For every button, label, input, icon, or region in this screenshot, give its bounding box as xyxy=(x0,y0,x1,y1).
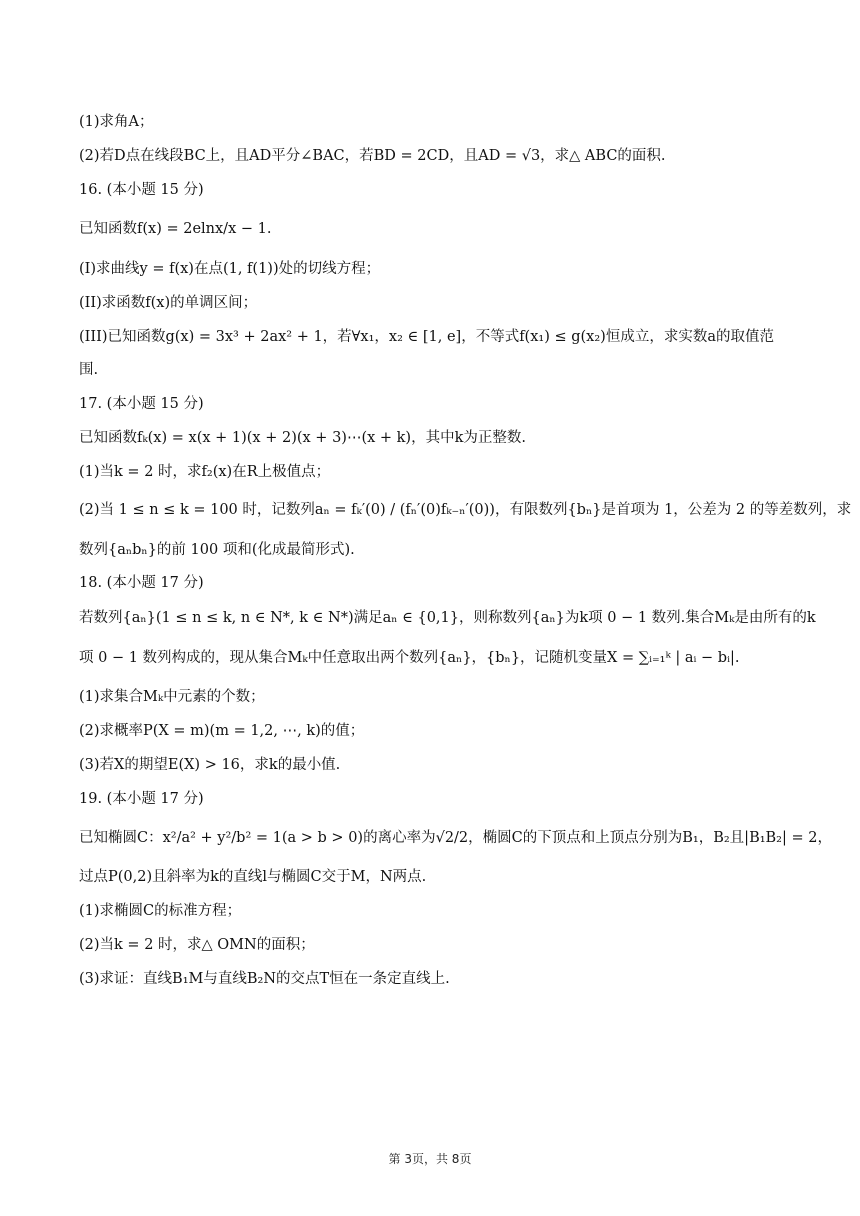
text-line: (3)若X的期望E(X) > 16，求k的最小值. xyxy=(79,757,341,773)
text-line: (2)求概率P(X = m)(m = 1,2, ⋯, k)的值； xyxy=(79,723,365,739)
page-footer: 第 3页，共 8页 xyxy=(388,1152,472,1166)
text-line: (III)已知函数g(x) = 3x³ + 2ax² + 1，若∀x₁，x₂ ∈ [1, e]，不等式f(x₁) ≤ g(x₂)恒成立，求实数a的取值范 xyxy=(79,329,774,345)
problem-heading: 16. (本小题 15 分) xyxy=(79,182,204,198)
text-line: 围. xyxy=(79,362,99,378)
text-line: (2)当 1 ≤ n ≤ k = 100 时，记数列aₙ = fₖ′(0) / (fₙ′(0)fₖ₋ₙ′(0))，有限数列{bₙ}是首项为 1，公差为 2 的等差数列，求 xyxy=(79,502,852,518)
text-line: (3)求证：直线B₁M与直线B₂N的交点T恒在一条定直线上. xyxy=(79,971,450,987)
text-line: (1)当k = 2 时，求f₂(x)在R上极值点； xyxy=(79,464,331,480)
text-line: 已知椭圆C：x²/a² + y²/b² = 1(a > b > 0)的离心率为√2/2，椭圆C的下顶点和上顶点分别为B₁，B₂且|B₁B₂| = 2， xyxy=(79,830,832,846)
text-line: 过点P(0,2)且斜率为k的直线l与椭圆C交于M，N两点. xyxy=(79,869,427,885)
problem-heading: 19. (本小题 17 分) xyxy=(79,791,204,807)
problem-heading: 17. (本小题 15 分) xyxy=(79,396,204,412)
text-line: (1)求椭圆C的标准方程； xyxy=(79,903,242,919)
text-line: 项 0 − 1 数列构成的，现从集合Mₖ中任意取出两个数列{aₙ}，{bₙ}，记随机变量X = ∑ᵢ₌₁ᵏ | aᵢ − bᵢ|. xyxy=(79,650,740,666)
problem-heading: 18. (本小题 17 分) xyxy=(79,575,204,591)
text-line: (2)若D点在线段BC上，且AD平分∠BAC，若BD = 2CD，且AD = √3，求△ ABC的面积. xyxy=(79,148,666,164)
text-line: 已知函数fₖ(x) = x(x + 1)(x + 2)(x + 3)⋯(x + k)，其中k为正整数. xyxy=(79,430,526,446)
text-line: (1)求角A； xyxy=(79,114,154,130)
text-line: (1)求集合Mₖ中元素的个数； xyxy=(79,689,265,705)
text-line: 数列{aₙbₙ}的前 100 项和(化成最简形式). xyxy=(79,542,355,558)
text-line: 已知函数f(x) = 2elnx/x − 1. xyxy=(79,221,272,237)
text-line: (I)求曲线y = f(x)在点(1, f(1))处的切线方程； xyxy=(79,261,381,277)
text-line: (II)求函数f(x)的单调区间； xyxy=(79,295,258,311)
text-line: 若数列{aₙ}(1 ≤ n ≤ k, n ∈ N*, k ∈ N*)满足aₙ ∈ {0,1}，则称数列{aₙ}为k项 0 − 1 数列.集合Mₖ是由所有的k xyxy=(79,610,816,626)
text-line: (2)当k = 2 时，求△ OMN的面积； xyxy=(79,937,315,953)
